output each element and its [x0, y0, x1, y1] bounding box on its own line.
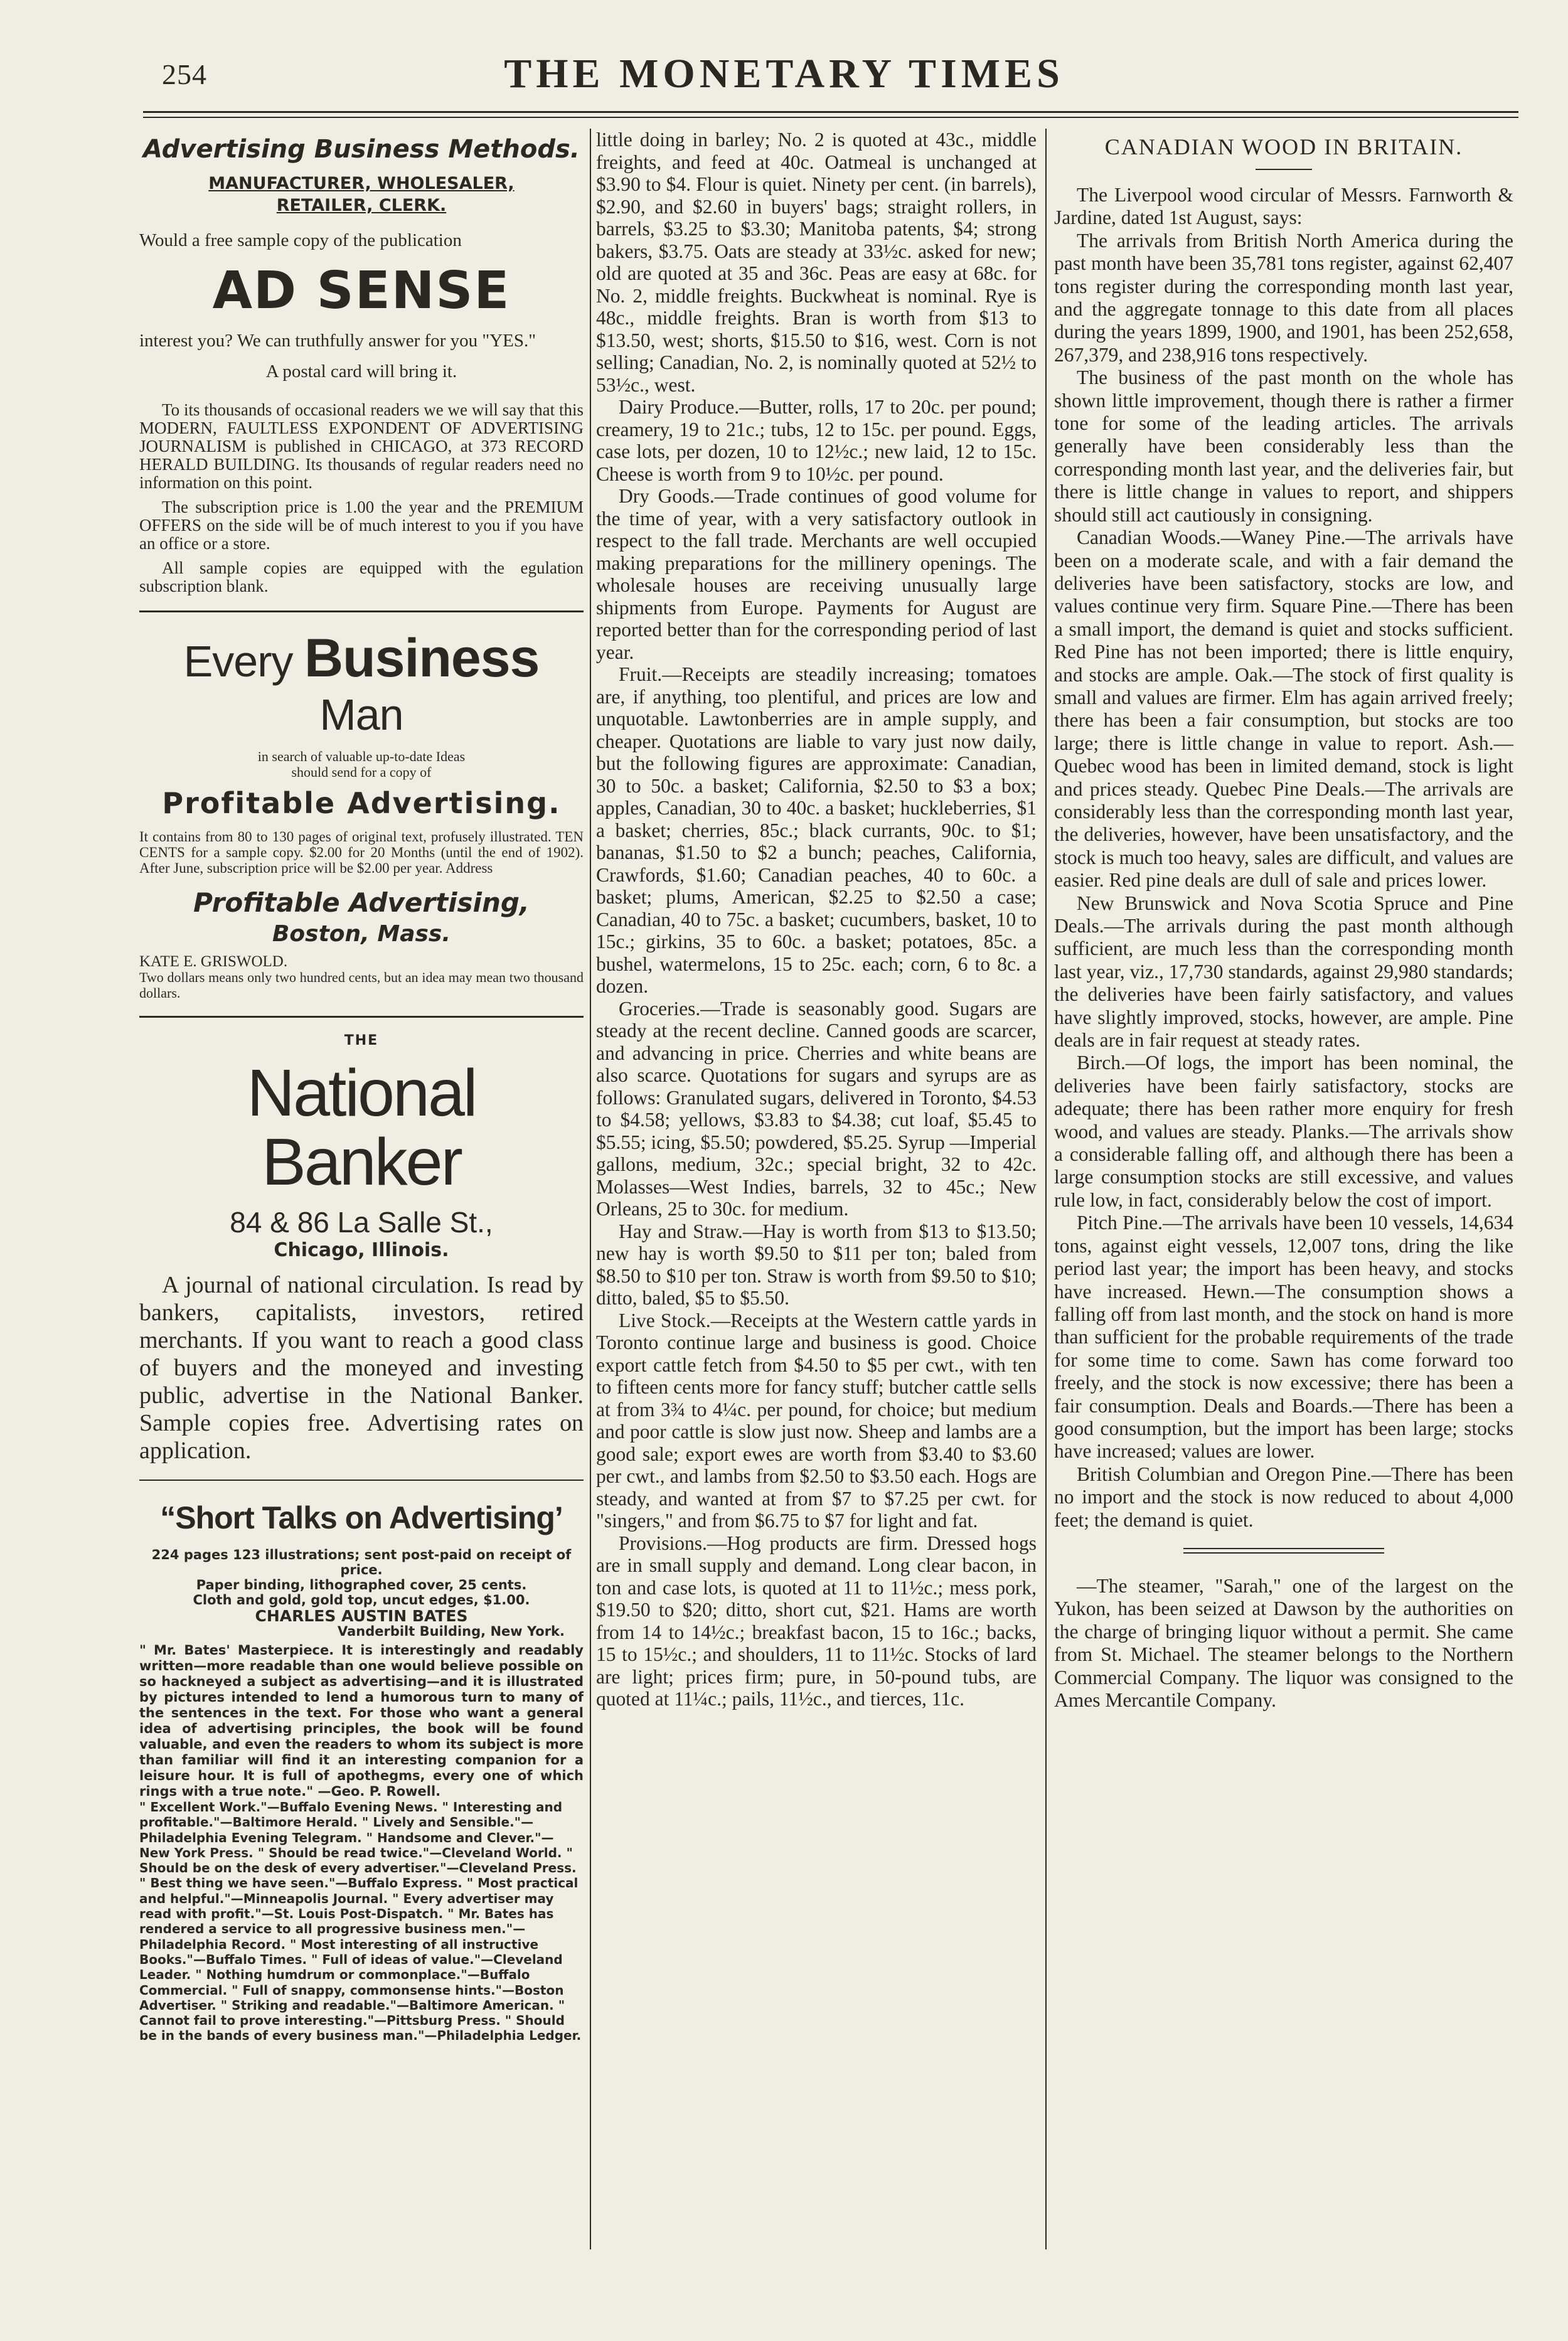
ad-sense-advertisement	[139, 135, 584, 595]
author-name: CHARLES AUSTIN BATES	[255, 1607, 468, 1625]
market-paragraph: Live Stock.—Receipts at the Western cattle yards in Toronto continue large and business is good. Choice export cattle fetch from $4.50 to $5 per cwt., with ten to fifteen cents more for fancy stuff; butcher cattle sells at from 3¾ to 4¼c. per pound, for choice; but medium and poor cattle is slow just now. Sheep and lambs are a good sale; export ewes are worth from $3.40 to $3.60 per cwt., and lambs from $2.50 to $3.50 each. Hogs are steady, and wanted at from $7 to $7.25 per cwt. for "singers," and from $6.75 to $7 for light and fat.	[596, 1309, 1037, 1532]
ad-motto: Two dollars means only two hundred cents, but an idea may mean two thousand dollars.	[139, 969, 584, 1001]
ad-headline	[139, 627, 584, 740]
ad-headline: “Short Talks on Advertising’	[160, 1500, 563, 1535]
heading-rule	[1256, 169, 1312, 170]
publication-name: Profitable Advertising,	[193, 887, 530, 918]
publication-name: Profitable Advertising.	[162, 786, 561, 820]
ad-headline-part: Man	[319, 690, 403, 739]
ad-headline-part: Every	[183, 637, 304, 686]
national-banker-ad	[139, 1033, 584, 1464]
market-paragraph: Hay and Straw.—Hay is worth from $13 to $13.50; new hay is worth $9.50 to $11 per ton; baled from $8.50 to $10 per ton. Straw is worth from $9.50 to $10; ditto, baled, $5 to $5.50.	[596, 1220, 1037, 1309]
column-divider-2	[1045, 129, 1047, 2249]
ad-text: Paper binding, lithographed cover, 25 cents.	[196, 1577, 527, 1592]
ad-title: Advertising Business Methods.	[143, 135, 580, 164]
ad-text: in search of valuable up-to-date Ideas	[257, 749, 466, 764]
ad-separator	[139, 1016, 584, 1018]
ad-text: To its thousands of occasional readers we we will say that this MODERN, FAULTLESS EXPONDENT OF ADVERTISING JOURNALISM is published in CHICAGO, at 373 RECORD HERALD BUILDING. Its thousands of regular readers need no information on this point.	[139, 400, 584, 492]
ad-separator	[139, 611, 584, 612]
article-paragraph: British Columbian and Oregon Pine.—There has been no import and the stock is now reduced to about 4,000 feet; the demand is quiet.	[1054, 1463, 1513, 1531]
ad-text: A journal of national circulation. Is read by bankers, capitalists, investors, retired merchants. If you want to reach a good class of buyers and the moneyed and investing public, advertise in the National Banker. Sample copies free. Advertising rates on application.	[139, 1272, 584, 1464]
ad-text: 224 pages 123 illustrations; sent post-paid on receipt of price.	[151, 1547, 572, 1577]
news-item: —The steamer, "Sarah," one of the largest on the Yukon, has been seized at Dawson by the authorities on the charge of bringing liquor without a permit. She came from St. Michael. The steamer belongs to the Northern Commercial Company. The liquor was consigned to the Ames Mercantile Company.	[1054, 1574, 1513, 1711]
ad-text: All sample copies are equipped with the egulation subscription blank.	[139, 558, 584, 595]
ad-headline-bold: Business	[304, 628, 540, 688]
ad-separator	[139, 1480, 584, 1481]
section-separator	[1054, 1548, 1513, 1554]
article-paragraph: Pitch Pine.—The arrivals have been 10 vessels, 14,634 tons, against eight vessels, 12,007 tons, dring the like period last year; the import has been heavy, and stocks have increased. Hewn.—The consumption shows a falling off from last month, and the stock on hand is more than sufficient for the probable requirements of the trade for some time to come. Sawn has come forward too freely, and the stock is now excessive; there has been a fair consumption. Deals and Boards.—There has been a good consumption, but the import has been large; stocks have increased; values are lower.	[1054, 1212, 1513, 1463]
masthead: THE MONETARY TIMES	[504, 51, 1064, 97]
article-heading: CANADIAN WOOD IN BRITAIN.	[1104, 134, 1463, 159]
ad-text: Cloth and gold, gold top, uncut edges, $1.00.	[193, 1592, 530, 1608]
article-column	[1054, 129, 1513, 1712]
header-rule-top	[143, 111, 1518, 113]
author-address: Vanderbilt Building, New York.	[337, 1624, 565, 1639]
page-number: 254	[162, 58, 207, 90]
ad-subtitle-2: RETAILER, CLERK.	[276, 196, 447, 215]
ad-text: A postal card will bring it.	[265, 361, 457, 381]
ad-article: THE	[344, 1033, 379, 1048]
publisher-name: KATE E. GRISWOLD.	[139, 953, 288, 970]
article-paragraph: Birch.—Of logs, the import has been nominal, the deliveries have been fairly satisfactory, stocks are adequate; there has been rather more enquiry for fresh wood, and values are steady. Planks.—The arrivals show a considerable falling off, and although there has been a large consumption stocks are still excessive, and values rule low, in fact, considerably below the cost of import.	[1054, 1052, 1513, 1211]
ad-subtitle-1: MANUFACTURER, WHOLESALER,	[208, 174, 515, 193]
ad-sense-name: AD SENSE	[212, 261, 511, 321]
ad-text: The subscription price is 1.00 the year and the PREMIUM OFFERS on the side will be of much interest to you if you have an office or a store.	[139, 498, 584, 553]
profitable-advertising-ad	[139, 627, 584, 1001]
advertisement-column	[139, 129, 584, 2044]
article-paragraph: Canadian Woods.—Waney Pine.—The arrivals have been on a moderate scale, and with a fair demand the deliveries have been satisfactory, stocks are low, and values continue very firm. Square Pine.—There has been a small import, the demand is quiet and stocks sufficient. Red Pine has not been imported; there is little enquiry, and stocks are ample. Oak.—The stock of first quality is small and values are firmer. Elm has again arrived freely; there has been a fair consumption, but stocks are too large; there is little change in value to report. Ash.—Quebec wood has been in limited demand, stock is light and prices steady. Quebec Pine Deals.—The arrivals are considerably less than the corresponding month last year, the deliveries, however, have been unsatisfactory, and the stock is much too heavy, sales are difficult, and values are easier. Red pine deals are dull of sale and prices lower.	[1054, 526, 1513, 892]
testimonials: " Excellent Work."—Buffalo Evening News. " Interesting and profitable."—Baltimore Herald. " Lively and Sensible."—Philadelphia Evening Telegram. " Handsome and Clever."—New York Press. " Should be read twice."—Cleveland World. " Should be on the desk of every advertiser."—Cleveland Press. " Best thing we have seen."—Buffalo Express. " Most practical and helpful."—Minneapolis Journal. " Every advertiser may read with profit."—St. Louis Post-Dispatch. " Mr. Bates has rendered a service to all progressive business men."—Philadelphia Record. " Most interesting of all instructive Books."—Buffalo Times. " Full of ideas of value."—Cleveland Leader. " Nothing humdrum or commonplace."—Buffalo Commercial. " Full of snappy, commonsense hints."—Boston Advertiser. " Striking and readable."—Baltimore American. " Cannot fail to prove interesting."—Pittsburg Press. " Should be in the bands of every business man."—Philadelphia Ledger.	[139, 1800, 582, 2044]
review-quote: " Mr. Bates' Masterpiece. It is interestingly and readably written—more readable than one would believe possible on so hackneyed a subject as advertising—and it is illustrated by pictures intended to lend a humorous turn to many of the sentences in the text. For those who want a general idea of advertising principles, the book will be found valuable, and even the readers to whom its subject is more than familiar will find it an interesting companion for a leisure hour. It is full of apothegms, every one of which rings with a true note." —Geo. P. Rowell.	[139, 1643, 584, 1799]
header-rule-bottom	[143, 117, 1518, 118]
ad-city: Chicago, Illinois.	[274, 1239, 449, 1261]
market-paragraph: Groceries.—Trade is seasonably good. Sugars are steady at the recent decline. Canned goods are scarcer, and advancing in price. Cherries and white beans are also scarce. Quotations for sugars and syrups are as follows: Granulated sugars, delivered in Toronto, $4.53 to $4.58; yellows, $3.83 to $4.38; cut loaf, $5.45 to $5.55; icing, $5.50; powdered, $5.25. Syrup —Imperial gallons, medium, 32c.; special bright, 32 to 42c. Molasses—West Indies, barrels, 32 to 45c.; New Orleans, 25 to 30c. for medium.	[596, 997, 1037, 1220]
short-talks-ad	[139, 1500, 584, 2044]
market-reports-column	[596, 129, 1037, 1710]
ad-text: It contains from 80 to 130 pages of original text, profusely illustrated. TEN CENTS for a sample copy. $2.00 for 20 Months (until the end of 1902). After June, subscription price will be $2.00 per year. Address	[139, 829, 584, 876]
column-divider-1	[590, 129, 591, 2249]
ad-text: interest you? We can truthfully answer for you "YES."	[139, 331, 536, 351]
ad-address: 84 & 86 La Salle St.,	[230, 1206, 493, 1239]
ad-text: should send for a copy of	[291, 764, 432, 780]
article-paragraph: New Brunswick and Nova Scotia Spruce and Pine Deals.—The arrivals during the past month although sufficient, are much less than the corresponding month last year, viz., 17,730 standards, against 29,980 standards; the deliveries have been fairly satisfactory, and values have slightly improved, stocks, however, are ample. Pine deals are in fair request at steady rates.	[1054, 892, 1513, 1052]
market-paragraph: Dairy Produce.—Butter, rolls, 17 to 20c. per pound; creamery, 19 to 21c.; tubs, 12 to 15c. per pound. Eggs, case lots, per dozen, 10 to 12½c.; new laid, 12 to 15c. Cheese is worth from 9 to 10½c. per pound.	[596, 396, 1037, 485]
ad-text: Would a free sample copy of the publication	[139, 230, 462, 250]
market-paragraph: Fruit.—Receipts are steadily increasing; tomatoes are, if anything, too plentiful, and prices are low and unquotable. Lawtonberries are in ample supply, and cheaper. Quotations are liable to vary just now daily, but the following figures are approximate: Canadian, 30 to 50c. a basket; California, $2.50 to $3 a box; apples, Canadian, 30 to 40c. a basket; huckleberries, $1 a basket; cherries, 85c.; black currants, 90c. to $1; bananas, $1.50 to $2 a bunch; peaches, California, Crawfords, $1.60; Canadian peaches, 40 to 60c. a basket; plums, American, $2.25 to $2.50 a case; Canadian, 40 to 75c. a basket; cucumbers, basket, 10 to 15c.; girkins, 35 to 60c. a basket; potatoes, 85c. a bushel, watermelons, 15 to 25c. each; corn, 6 to 8c. a dozen.	[596, 663, 1037, 997]
market-paragraph: little doing in barley; No. 2 is quoted at 43c., middle freights, and feed at 40c. Oatmeal is unchanged at $3.90 to $4. Flour is quiet. Ninety per cent. (in barrels), $2.90, and $2.60 in buyers' bags; straight rollers, in barrels, $3.25 to $3.30; Manitoba patents, $4; strong bakers, $3.75. Oats are steady at 33½c. asked for new; old are quoted at 35 and 36c. Peas are easy at 68c. for No. 2, middle freights. Buckwheat is nominal. Rye is 48c., middle freights. Bran is worth from $13 to $13.50, west; shorts, $15.50 to $16, west. Corn is not selling; Canadian, No. 2, is nominally quoted at 52½ to 53½c., west.	[596, 129, 1037, 396]
market-paragraph: Dry Goods.—Trade continues of good volume for the time of year, with a very satisfactory outlook in respect to the fall trade. Merchants are well occupied making preparations for the millinery openings. The wholesale houses are receiving unusually large shipments from Europe. Payments for August are reported better than for the corresponding period of last year.	[596, 485, 1037, 663]
market-paragraph: Provisions.—Hog products are firm. Dressed hogs are in small supply and demand. Long clear bacon, in ton and case lots, is quoted at 11 to 11½c.; mess pork, $19.50 to $20; ditto, short cut, $21. Hams are worth from 14 to 14½c.; breakfast bacon, 15 to 16c.; backs, 15 to 15½c.; and shoulders, 11 to 11½c. Stocks of lard are light; prices firm; pure, in 50-pound tubs, are quoted at 11¼c.; pails, 11½c., and tierces, 11c.	[596, 1532, 1037, 1710]
article-paragraph: The business of the past month on the whole has shown little improvement, though there is rather a firmer tone for some of the leading articles. The arrivals generally have been considerably less than the corresponding month last year, and the deliveries fair, but there is little change in values to report, and shippers should still act cautiously in consigning.	[1054, 366, 1513, 526]
publication-city: Boston, Mass.	[272, 921, 451, 947]
article-paragraph: The arrivals from British North America during the past month have been 35,781 tons register, against 62,407 tons register during the corresponding month last year, and the aggregate tonnage to this date from all places during the years 1899, 1900, and 1901, has been 252,658, 267,379, and 238,916 tons respectively.	[1054, 229, 1513, 366]
ad-headline: National Banker	[247, 1056, 476, 1199]
article-paragraph: The Liverpool wood circular of Messrs. Farnworth & Jardine, dated 1st August, says:	[1054, 184, 1513, 229]
